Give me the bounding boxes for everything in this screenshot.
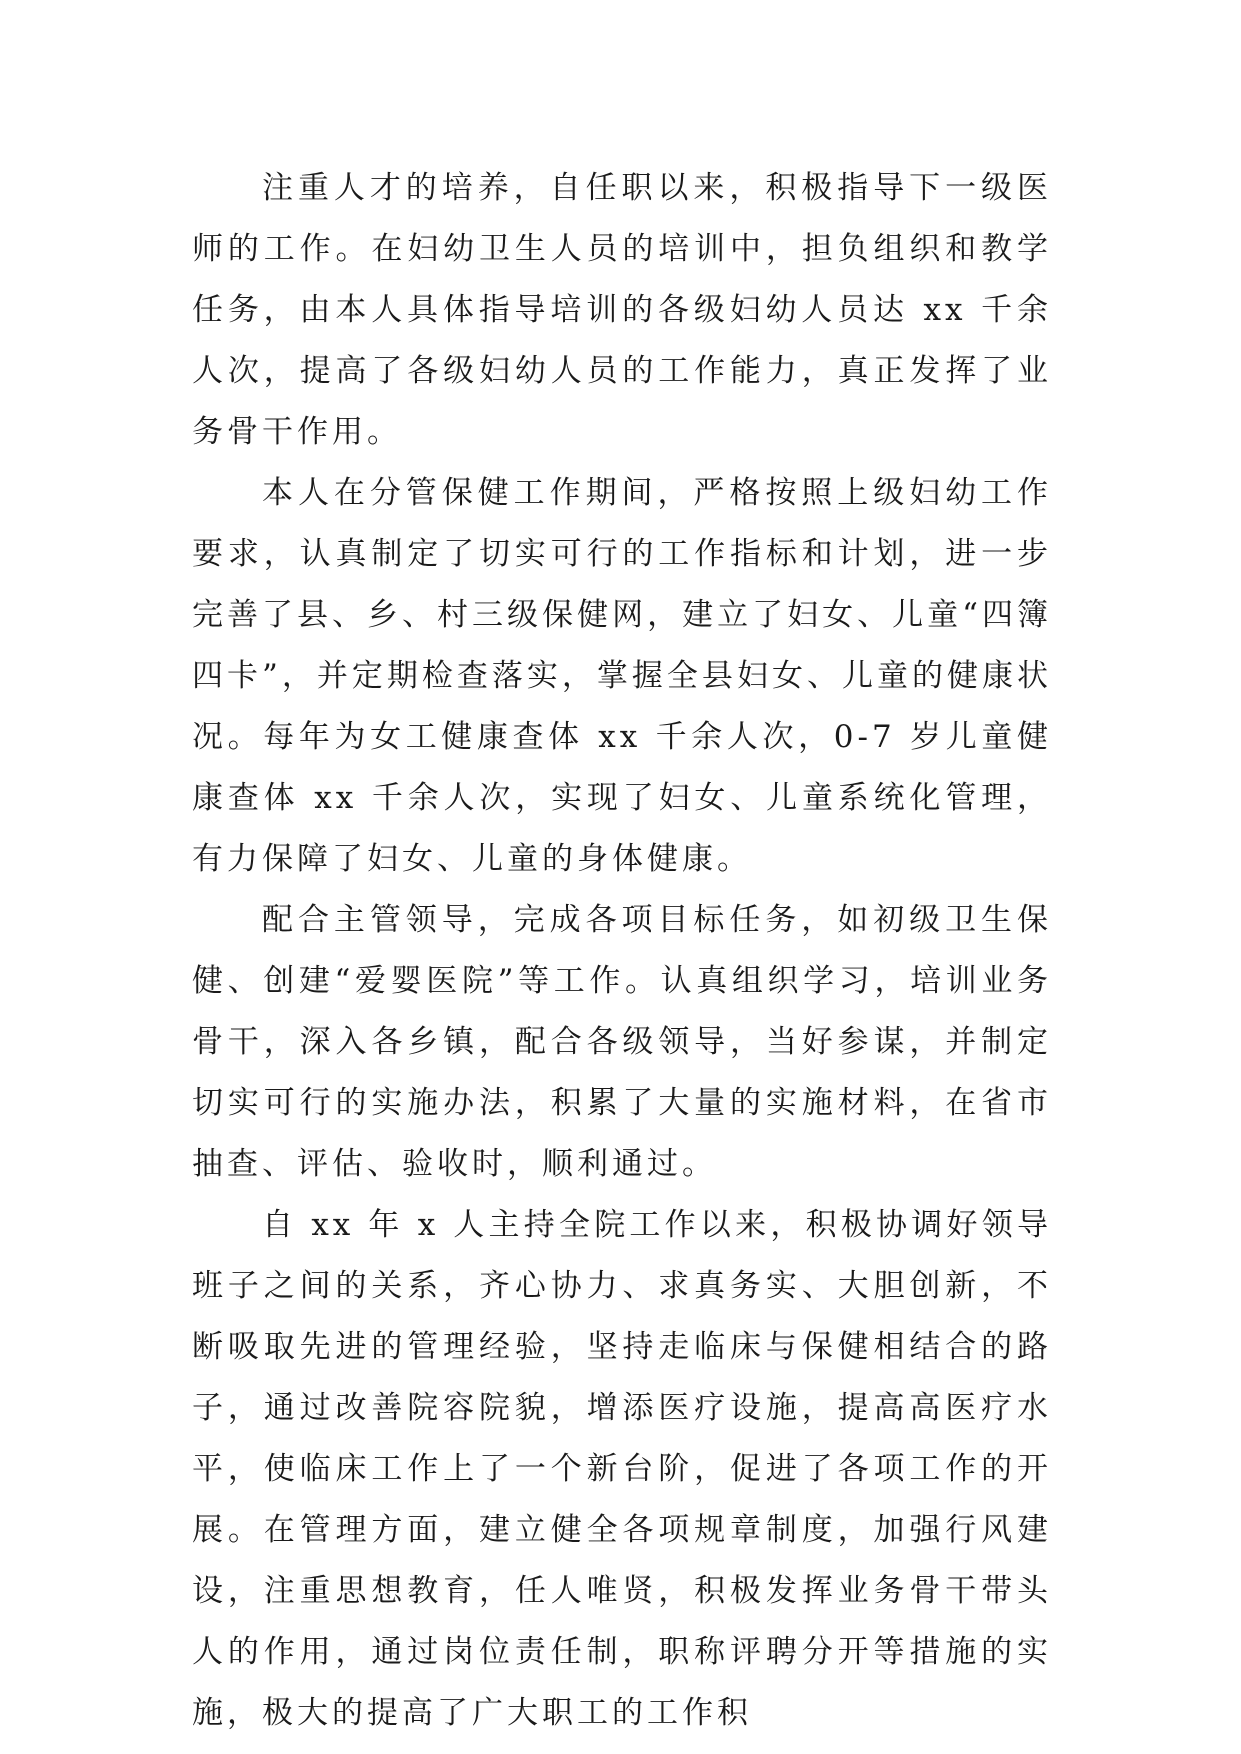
paragraph-hospital-management: 自 xx 年 x 人主持全院工作以来，积极协调好领导班子之间的关系，齐心协力、求真务实、大胆创新，不断吸取先进的管理经验，坚持走临床与保健相结合的路子，通过改善院容院貌，增添医疗设施，提高高医疗水平，使临床工作上了一个新台阶，促进了各项工作的开展。在管理方面，建立健全各项规章制度，加强行风建设，注重思想教育，任人唯贤，积极发挥业务骨干带头人的作用，通过岗位责任制，职称评聘分开等措施的实施，极大的提高了广大职工的工作积 — [192, 1207, 1052, 1731]
paragraph-health-work: 本人在分管保健工作期间，严格按照上级妇幼工作要求，认真制定了切实可行的工作指标和计划，进一步完善了县、乡、村三级保健网，建立了妇女、儿童“四簿四卡”，并定期检查落实，掌握全县妇女、儿童的健康状况。每年为女工健康查体 xx 千余人次，0-7 岁儿童健康查体 xx 千余人次，实现了妇女、儿童系统化管理，有力保障了妇女、儿童的身体健康。 — [192, 475, 1052, 877]
document-body — [192, 158, 1052, 1744]
paragraph-targets: 配合主管领导，完成各项目标任务，如初级卫生保健、创建“爱婴医院”等工作。认真组织学习，培训业务骨干，深入各乡镇，配合各级领导，当好参谋，并制定切实可行的实施办法，积累了大量的实施材料，在省市抽查、评估、验收时，顺利通过。 — [192, 902, 1052, 1182]
paragraph-talent-training: 注重人才的培养，自任职以来，积极指导下一级医师的工作。在妇幼卫生人员的培训中，担负组织和教学任务，由本人具体指导培训的各级妇幼人员达 xx 千余人次，提高了各级妇幼人员的工作能力，真正发挥了业务骨干作用。 — [192, 170, 1052, 450]
